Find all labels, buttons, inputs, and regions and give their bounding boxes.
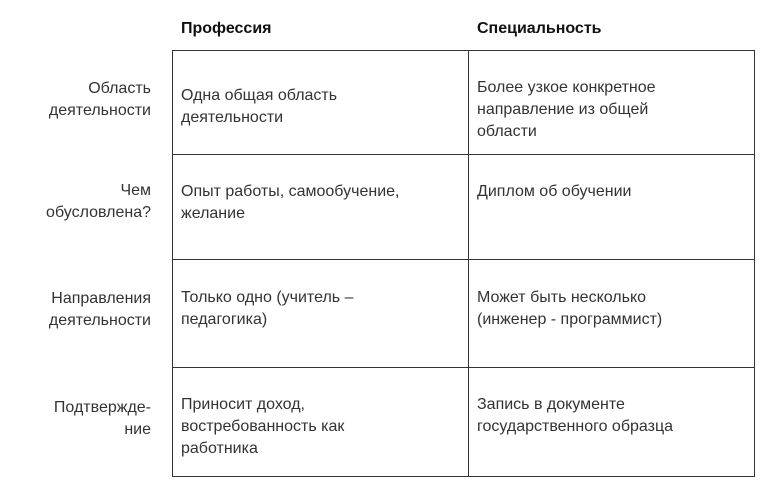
header-profession: Профессия xyxy=(181,20,272,37)
cell-line: Одна общая область xyxy=(181,87,338,104)
cell-profession xyxy=(173,155,469,260)
cell-line: направление из общей xyxy=(477,101,649,118)
row-label-confirmation xyxy=(0,397,151,441)
cell-line: деятельности xyxy=(181,109,284,126)
table-row xyxy=(173,368,755,477)
cell-line: Приносит доход, xyxy=(181,396,305,413)
row-label-line: деятельности xyxy=(48,102,151,119)
cell-line: востребованность как xyxy=(181,418,345,435)
row-label-line: Направления xyxy=(51,290,151,307)
cell-line: Более узкое конкретное xyxy=(477,79,656,96)
cell-line: желание xyxy=(181,205,245,222)
cell-profession xyxy=(173,51,469,155)
cell-line: Опыт работы, самообучение, xyxy=(181,183,400,200)
table-row xyxy=(173,155,755,260)
cell-line: работника xyxy=(181,440,258,457)
cell-line: (инженер - программист) xyxy=(477,311,663,328)
cell-line: государственного образца xyxy=(477,418,674,435)
table-row xyxy=(173,51,755,155)
row-label-directions xyxy=(0,288,151,332)
table-row xyxy=(173,260,755,368)
row-label-line: Подтвержде- xyxy=(53,399,151,416)
row-label-line: обусловлена? xyxy=(46,204,151,221)
cell-specialty xyxy=(469,155,755,260)
row-label-line: Область xyxy=(88,80,151,97)
row-label-line: ние xyxy=(124,421,151,438)
cell-specialty xyxy=(469,51,755,155)
cell-specialty xyxy=(469,368,755,477)
cell-line: педагогика) xyxy=(181,311,268,328)
cell-line: Диплом об обучении xyxy=(477,183,632,200)
cell-line: области xyxy=(477,123,537,140)
row-label-area xyxy=(0,78,151,122)
row-label-line: Чем xyxy=(120,182,151,199)
comparison-table xyxy=(172,50,755,477)
cell-profession xyxy=(173,368,469,477)
cell-line: Запись в документе xyxy=(477,396,625,413)
cell-specialty xyxy=(469,260,755,368)
row-label-cause xyxy=(0,180,151,224)
row-label-line: деятельности xyxy=(48,312,151,329)
cell-line: Только одно (учитель – xyxy=(181,289,354,306)
header-specialty: Специальность xyxy=(477,20,602,37)
cell-profession xyxy=(173,260,469,368)
cell-line: Может быть несколько xyxy=(477,289,647,306)
